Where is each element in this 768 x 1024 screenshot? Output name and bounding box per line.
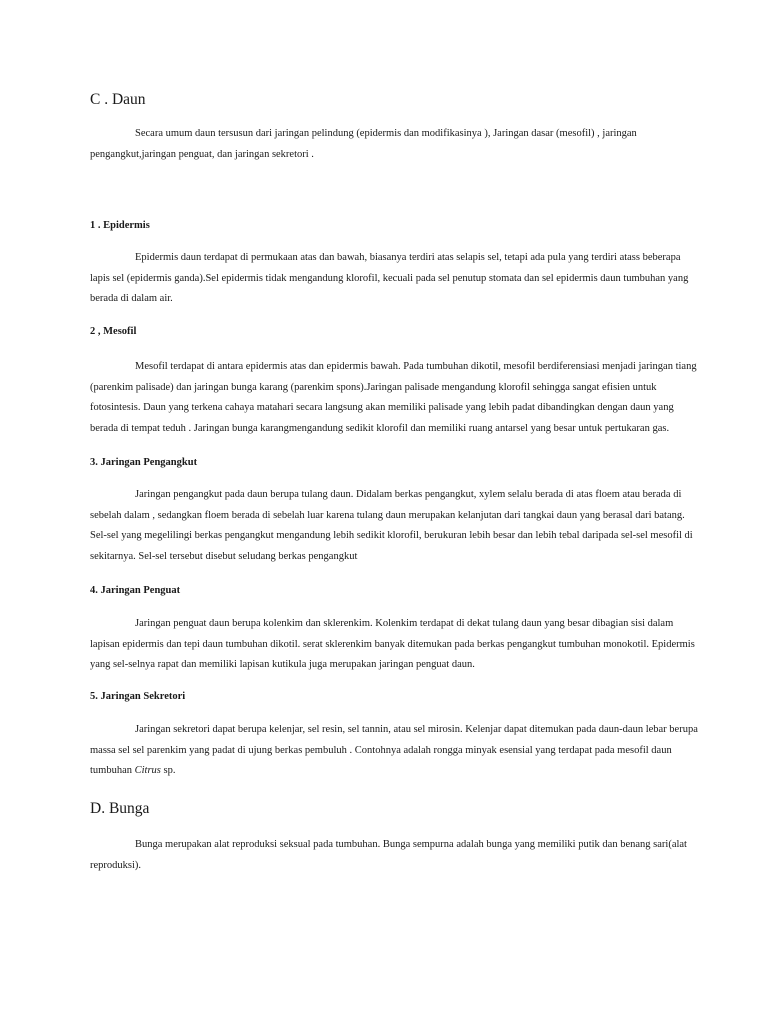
text-line: Epidermis daun terdapat di permukaan atas dan bawah, biasanya terdiri atas selapis sel, tetapi ada pula yang terdiri atass beberapa [135,252,681,263]
subheading-jaringan-sekretori: 5. Jaringan Sekretori [90,691,186,702]
text-line: Mesofil terdapat di antara epidermis atas dan epidermis bawah. Pada tumbuhan dikotil, mesofil berdiferensiasi menjadi jaringan tiang [135,361,697,372]
text-line: yang sel-selnya rapat dan memiliki lapisan kutikula juga merupakan jaringan penguat daun. [90,659,475,670]
text-line: Jaringan pengangkut pada daun berupa tulang daun. Didalam berkas pengangkut, xylem selalu berada di atas floem atau berada di [135,489,682,500]
text-line: lapis sel (epidermis ganda).Sel epidermis tidak mengandung klorofil, kecuali pada sel penutup stomata dan sel epidermis daun tumbuhan yang [90,272,689,284]
text-line [90,761,680,782]
text-line: reproduksi). [90,859,142,871]
text-line: sekitarnya. Sel-sel tersebut disebut seludang berkas pengangkut [90,550,358,562]
subheading-mesofil: 2 , Mesofil [90,326,137,337]
text-line: berada di dalam air. [90,293,173,304]
section-heading-daun: C . Daun [90,91,146,108]
text-line: Sel-sel yang megelilingi berkas pengangkut mengandung lebih sedikit klorofil, berukuran lebih besar dan lebih tebal daripada sel-sel mesofil di [90,530,693,541]
text-line: sebelah dalam , sedangkan floem berada di sebelah luar karena tulang daun merupakan kelanjutan dari tangkai daun yang berasal dari batang. [90,509,685,521]
paragraph-jaringan-sekretori [90,720,698,782]
paragraph-jaringan-pengangkut [90,485,693,567]
paragraph-epidermis [90,248,689,310]
text-line: (parenkim palisade) dan jaringan bunga karang (parenkim spons).Jaringan palisade mengandung klorofil sehingga sangat efisien untuk [90,381,657,393]
text-line: lapisan epidermis dan tepi daun tumbuhan dikotil. serat sklerenkim banyak ditemukan pada berkas pengangkut tumbuhan monokotil. Epidermis [90,638,695,650]
text-line: Jaringan penguat daun berupa kolenkim dan sklerenkim. Kolenkim terdapat di dekat tulang daun yang besar dibagian sisi dalam [135,618,674,629]
paragraph-daun-intro [90,124,680,165]
paragraph-mesofil [90,357,697,439]
section-heading-bunga: D. Bunga [90,800,150,817]
text-line: Bunga merupakan alat reproduksi seksual pada tumbuhan. Bunga sempurna adalah bunga yang memiliki putik dan benang sari(alat [135,839,687,850]
text-line: massa sel sel parenkim yang padat di ujung berkas pembuluh . Contohnya adalah rongga minyak esensial yang terdapat pada mesofil daun [90,744,672,756]
species-name: Citrus [134,765,161,776]
subheading-jaringan-pengangkut: 3. Jaringan Pengangkut [90,457,198,468]
text-fragment: tumbuhan [90,765,135,776]
text-fragment: sp. [160,765,176,776]
text-line: Jaringan sekretori dapat berupa kelenjar, sel resin, sel tannin, atau sel mirosin. Kelenjar dapat ditemukan pada daun-daun lebar berupa [135,724,698,735]
paragraph-bunga [90,835,687,876]
subheading-epidermis: 1 . Epidermis [90,220,150,231]
text-line: berada di tempat teduh . Jaringan bunga karangmengandung sedikit klorofil dan memiliki ruang antarsel yang besar untuk pertukaran gas. [90,422,670,434]
text-line: pengangkut,jaringan penguat, dan jaringan sekretori . [90,148,314,160]
text-line: fotosintesis. Daun yang terkena cahaya matahari secara langsung akan memiliki palisade yang lebih padat dibandingkan dengan daun yang [90,402,674,413]
subheading-jaringan-penguat: 4. Jaringan Penguat [90,585,181,596]
text-line: Secara umum daun tersusun dari jaringan pelindung (epidermis dan modifikasinya ), Jaringan dasar (mesofil) , jaringan [135,128,637,139]
paragraph-jaringan-penguat [90,614,695,676]
